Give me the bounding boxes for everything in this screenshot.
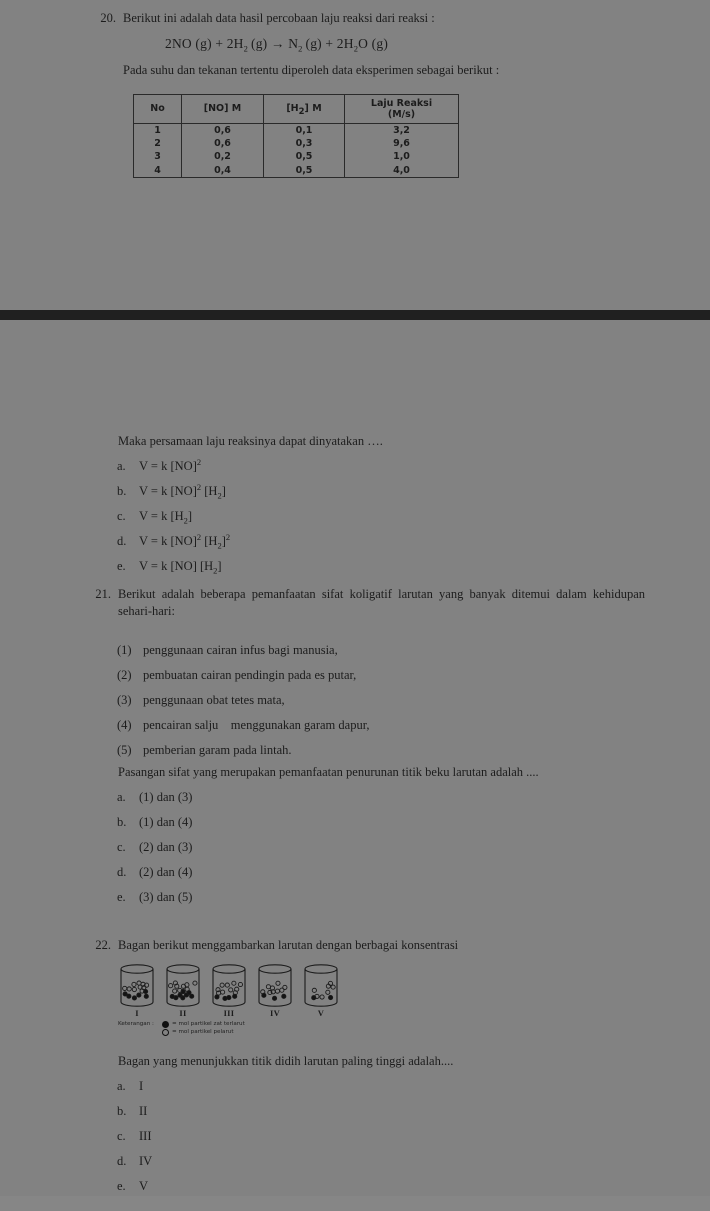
option-d-label: d.	[117, 534, 127, 548]
question-21-number: 21.	[95, 587, 111, 601]
table-cell: 2	[134, 137, 182, 150]
item-label: (2)	[117, 668, 132, 682]
beaker-V	[302, 963, 340, 1018]
legend-solvent-text: = mol partikel pelarut	[172, 1029, 234, 1035]
table-cell: 3,2	[345, 124, 459, 138]
question-21-prompt: Pasangan sifat yang merupakan pemanfaatan penurunan titik beku larutan adalah ....	[118, 765, 539, 779]
question-21-option-c[interactable]	[117, 839, 192, 856]
table-body	[134, 124, 459, 178]
header-sub-h2: 2	[298, 107, 305, 118]
solvent-particle	[331, 985, 335, 989]
option-text: V	[139, 1179, 149, 1193]
item-label: (5)	[117, 743, 132, 757]
option-text: III	[139, 1129, 152, 1143]
option-e-label: e.	[117, 559, 126, 573]
table-cell: 9,6	[345, 137, 459, 150]
option-label: d.	[117, 1154, 127, 1168]
solvent-particle	[220, 983, 224, 987]
table-cell: 0,5	[264, 150, 345, 163]
solvent-particle	[193, 981, 197, 985]
solvent-particle	[326, 990, 330, 994]
item-text: pembuatan cairan pendingin pada es putar,	[143, 668, 357, 682]
beaker-glass-icon	[210, 963, 248, 1007]
beaker-II	[164, 963, 202, 1018]
legend-row-solvent	[118, 1028, 245, 1036]
table-cell: 1,0	[345, 150, 459, 163]
solvent-particle	[185, 987, 189, 991]
solute-particle	[282, 994, 286, 998]
question-20-number: 20.	[100, 11, 116, 25]
table-cell: 0,4	[182, 164, 264, 178]
option-e-text: V = k [NO] $[H_2]$	[139, 559, 222, 576]
beaker-label: III	[223, 1008, 235, 1018]
solute-particle	[137, 993, 141, 997]
table-row	[134, 124, 459, 138]
item-label: (4)	[117, 718, 132, 732]
question-22-option-e[interactable]	[117, 1178, 148, 1195]
solvent-particle	[283, 985, 287, 989]
table-cell: 3	[134, 150, 182, 163]
equation-sub-n2: 2	[298, 43, 303, 54]
option-c-text: V = k $[H_2]$	[139, 509, 193, 526]
solvent-particle	[276, 981, 280, 985]
question-22-option-a[interactable]	[117, 1078, 143, 1095]
solvent-particle	[137, 981, 141, 985]
question-20-option-a[interactable]	[117, 458, 201, 475]
question-20-stem-text: Berikut ini adalah data hasil percobaan laju reaksi dari reaksi :	[123, 11, 435, 25]
question-22-number: 22.	[95, 938, 111, 952]
table-header-no-concentration: [NO] M	[182, 95, 264, 124]
solute-particle	[170, 994, 174, 998]
option-b-label: b.	[117, 484, 127, 498]
page-divider-bar	[0, 310, 710, 320]
table-cell: 1	[134, 124, 182, 138]
beaker-label: V	[317, 1008, 325, 1018]
option-label: c.	[117, 840, 126, 854]
question-22-option-c[interactable]	[117, 1128, 152, 1145]
option-text: (2) dan (4)	[139, 865, 193, 879]
diagram-legend	[118, 1020, 245, 1036]
question-21-item	[117, 642, 338, 659]
question-20-option-d[interactable]	[117, 533, 230, 550]
option-text: II	[139, 1104, 148, 1118]
question-20-equation: 2NO $(g) + 2H_2$ $(g) \to N_2$ $(g) + 2H_2O$ (g)	[165, 36, 389, 54]
table-cell: 0,5	[264, 164, 345, 178]
option-b-text: V = k [NO]$^2$ $[H_2]$	[139, 481, 226, 501]
option-b-exponent: 2	[196, 481, 202, 492]
option-label: d.	[117, 865, 127, 879]
question-22-option-d[interactable]	[117, 1153, 152, 1170]
option-label: a.	[117, 1079, 126, 1093]
solute-particle	[144, 994, 148, 998]
table-row	[134, 164, 459, 178]
question-20-prompt: Maka persamaan laju reaksinya dapat dinyatakan ….	[118, 434, 383, 448]
hollow-circle-icon	[162, 1029, 169, 1036]
option-a-label: a.	[117, 459, 126, 473]
option-label: b.	[117, 815, 127, 829]
solute-particle	[123, 992, 127, 996]
legend-title: Keterangan :	[118, 1021, 154, 1027]
solvent-particle	[132, 987, 136, 991]
item-text: penggunaan cairan infus bagi manusia,	[143, 643, 338, 657]
solute-particle	[328, 995, 332, 999]
option-label: b.	[117, 1104, 127, 1118]
beaker-glass-icon	[302, 963, 340, 1007]
solvent-particle	[173, 989, 177, 993]
option-d-exponent-2: 2	[225, 531, 231, 542]
option-label: e.	[117, 890, 126, 904]
page-bottom-strip	[0, 1196, 710, 1211]
option-label: c.	[117, 1129, 126, 1143]
beaker-I	[118, 963, 156, 1018]
question-21-stem	[90, 586, 652, 620]
solvent-particle	[232, 981, 236, 985]
option-b-sub: 2	[217, 490, 222, 501]
table-cell: 0,3	[264, 137, 345, 150]
table-head	[134, 95, 459, 124]
option-text: (1) dan (4)	[139, 815, 193, 829]
item-text: penggunaan obat tetes mata,	[143, 693, 285, 707]
solute-particle	[132, 996, 136, 1000]
option-text: IV	[139, 1154, 153, 1168]
question-22-option-b[interactable]	[117, 1103, 147, 1120]
solute-particle	[227, 995, 231, 999]
option-text: I	[139, 1079, 144, 1093]
option-d-exponent-1: 2	[196, 531, 202, 542]
filled-circle-icon	[162, 1021, 169, 1028]
table-header-h2-concentration: $[H_2]$ M	[264, 95, 345, 124]
solute-particle	[178, 993, 182, 997]
equation-sub-h2o: 2	[353, 43, 359, 54]
table-cell: 4	[134, 164, 182, 178]
solvent-particle	[312, 988, 316, 992]
question-22-prompt: Bagan yang menunjukkan titik didih larutan paling tinggi adalah....	[118, 1054, 454, 1068]
option-c-label: c.	[117, 509, 126, 523]
option-text: (3) dan (5)	[139, 890, 193, 904]
option-c-sub: 2	[183, 515, 188, 526]
question-21-item	[117, 717, 370, 734]
beaker-label: IV	[269, 1008, 281, 1018]
solvent-particle	[127, 987, 131, 991]
question-20-option-b[interactable]	[117, 483, 226, 500]
question-21-option-d[interactable]	[117, 864, 192, 881]
table-row	[134, 150, 459, 163]
table-header-reaction-rate	[345, 95, 459, 124]
beaker-diagram	[118, 963, 340, 1018]
table-header-row	[134, 95, 459, 124]
question-22-stem-text: Bagan berikut menggambarkan larutan dengan berbagai konsentrasi	[118, 938, 459, 952]
option-label: e.	[117, 1179, 126, 1193]
equation-sub-h2: 2	[243, 43, 249, 54]
question-22-stem	[90, 937, 652, 954]
solvent-particle	[266, 985, 270, 989]
solvent-particle	[132, 982, 136, 986]
table-header-no: No	[134, 95, 182, 124]
solute-particle	[272, 996, 276, 1000]
question-21-item	[117, 667, 356, 684]
beaker-glass-icon	[118, 963, 156, 1007]
option-d-text: V = k [NO]$^2$ $[H_2]^2$	[139, 531, 231, 551]
beaker-IV	[256, 963, 294, 1018]
question-21-item	[117, 692, 285, 709]
solvent-particle	[229, 988, 233, 992]
table-cell: 4,0	[345, 164, 459, 178]
option-text: (2) dan (3)	[139, 840, 193, 854]
question-21-option-b[interactable]	[117, 814, 192, 831]
beaker-glass-icon	[164, 963, 202, 1007]
solvent-particle	[123, 986, 127, 990]
question-21-stem-text: Berikut adalah beberapa pemanfaatan sifat koligatif larutan yang banyak ditemui dalam kehidupan sehari-hari:	[118, 587, 645, 618]
solvent-particle	[320, 995, 324, 999]
item-label: (1)	[117, 643, 132, 657]
option-d-sub: 2	[217, 540, 222, 551]
option-label: a.	[117, 790, 126, 804]
solvent-particle	[275, 989, 279, 993]
legend-row-solute	[118, 1020, 245, 1028]
beaker-III	[210, 963, 248, 1018]
reaction-rate-data-table	[133, 94, 459, 178]
table-row	[134, 137, 459, 150]
question-21-option-e[interactable]	[117, 889, 192, 906]
option-a-text: V = k [NO]$^2$	[139, 456, 202, 473]
option-a-exponent: 2	[196, 456, 202, 467]
item-label: (3)	[117, 693, 132, 707]
question-21-item	[117, 742, 292, 759]
table-header-reaction-rate-line1: Laju Reaksi	[370, 97, 433, 109]
option-text: (1) dan (3)	[139, 790, 193, 804]
solvent-particle	[169, 984, 173, 988]
table-cell: 0,1	[264, 124, 345, 138]
question-21-option-a[interactable]	[117, 789, 192, 806]
solvent-particle	[221, 990, 225, 994]
question-20-option-c[interactable]	[117, 508, 192, 525]
item-text: pencairan salju menggunakan garam dapur,	[143, 718, 370, 732]
beaker-label: II	[179, 1008, 187, 1018]
table-cell: 0,6	[182, 137, 264, 150]
question-20-stem	[95, 10, 655, 27]
beaker-glass-icon	[256, 963, 294, 1007]
legend-solute-text: = mol partikel zat terlarut	[172, 1021, 245, 1027]
table-header-reaction-rate-line2: (M/s)	[387, 109, 416, 120]
option-e-sub: 2	[213, 565, 218, 576]
question-20-intro: Pada suhu dan tekanan tertentu diperoleh data eksperimen sebagai berikut :	[123, 63, 500, 77]
table-cell: 0,2	[182, 150, 264, 163]
solvent-particle	[225, 983, 229, 987]
beaker-label: I	[135, 1008, 139, 1018]
item-text: pemberian garam pada lintah.	[143, 743, 292, 757]
question-20-option-e[interactable]	[117, 558, 222, 575]
solvent-particle	[238, 982, 242, 986]
table-cell: 0,6	[182, 124, 264, 138]
